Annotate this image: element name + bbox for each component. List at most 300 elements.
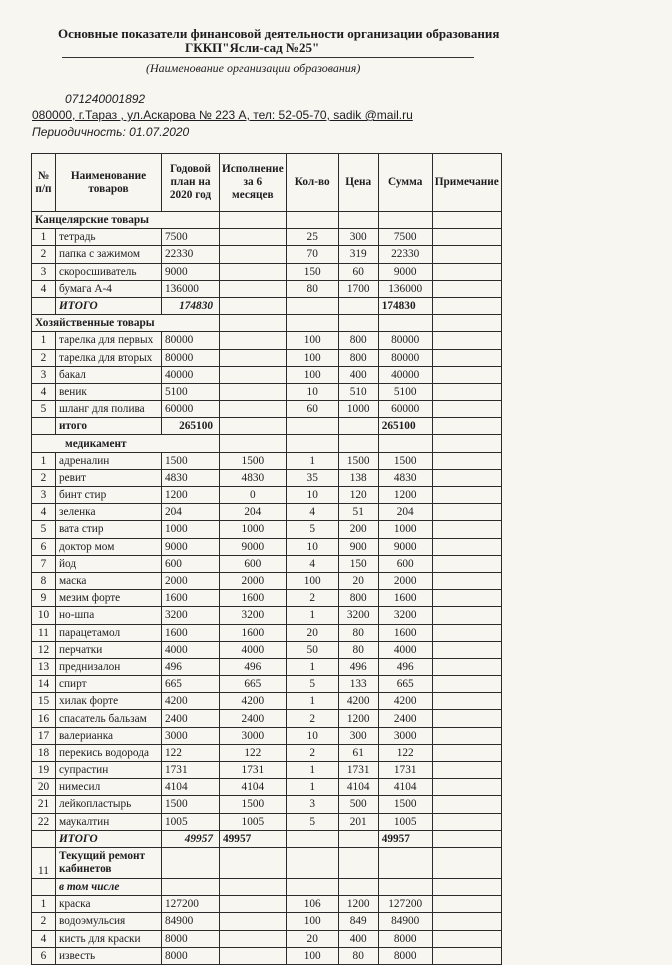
table-row <box>32 930 502 947</box>
item-plan: 3000 <box>162 727 220 744</box>
total-plan: 174830 <box>162 297 220 314</box>
row-number: 2 <box>32 246 56 263</box>
item-plan: 40000 <box>162 366 220 383</box>
organization-code: 071240001892 <box>65 92 146 106</box>
row-number: 2 <box>32 469 56 486</box>
item-price: 400 <box>338 930 378 947</box>
row-number: 12 <box>32 641 56 658</box>
subhead-row <box>32 878 502 895</box>
item-sum: 22330 <box>378 246 432 263</box>
empty-cell <box>220 847 287 878</box>
item-quantity: 80 <box>286 280 338 297</box>
item-plan: 2400 <box>162 710 220 727</box>
col-header-note: Примечание <box>432 154 501 212</box>
item-quantity: 35 <box>286 469 338 486</box>
item-price: 496 <box>338 658 378 675</box>
section-title: медикамент <box>32 435 220 452</box>
row-number: 2 <box>32 349 56 366</box>
item-quantity: 1 <box>286 658 338 675</box>
item-sum: 665 <box>378 676 432 693</box>
total-plan: 49957 <box>162 830 220 847</box>
empty-cell <box>338 315 378 332</box>
item-price: 300 <box>338 727 378 744</box>
item-plan: 1731 <box>162 762 220 779</box>
empty-cell <box>286 830 338 847</box>
item-plan: 4000 <box>162 641 220 658</box>
item-execution: 2000 <box>220 572 287 589</box>
empty-cell <box>286 878 338 895</box>
table-row <box>32 229 502 246</box>
item-quantity: 2 <box>286 710 338 727</box>
item-sum: 1005 <box>378 813 432 830</box>
item-note <box>432 727 501 744</box>
table-row <box>32 263 502 280</box>
item-price: 51 <box>338 504 378 521</box>
row-number: 16 <box>32 710 56 727</box>
table-row <box>32 504 502 521</box>
row-number: 1 <box>32 332 56 349</box>
empty-cell <box>432 315 501 332</box>
item-sum: 136000 <box>378 280 432 297</box>
row-number: 4 <box>32 504 56 521</box>
item-price: 400 <box>338 366 378 383</box>
underline-divider <box>62 57 474 58</box>
item-plan: 600 <box>162 555 220 572</box>
item-note <box>432 796 501 813</box>
item-execution: 122 <box>220 744 287 761</box>
empty-cell <box>32 418 56 435</box>
table-row <box>32 246 502 263</box>
item-name: но-шпа <box>56 607 162 624</box>
item-name: тарелка для первых <box>56 332 162 349</box>
item-note <box>432 813 501 830</box>
total-execution <box>220 418 287 435</box>
item-plan: 1000 <box>162 521 220 538</box>
empty-cell <box>432 830 501 847</box>
table-row <box>32 779 502 796</box>
item-note <box>432 366 501 383</box>
empty-cell <box>338 297 378 314</box>
item-execution <box>220 280 287 297</box>
item-quantity: 4 <box>286 555 338 572</box>
item-price: 800 <box>338 590 378 607</box>
empty-cell <box>378 847 432 878</box>
row-number: 8 <box>32 572 56 589</box>
item-plan: 665 <box>162 676 220 693</box>
item-name: парацетамол <box>56 624 162 641</box>
item-execution: 1000 <box>220 521 287 538</box>
empty-cell <box>286 847 338 878</box>
table-row <box>32 744 502 761</box>
item-note <box>432 401 501 418</box>
empty-cell <box>338 847 378 878</box>
table-row <box>32 332 502 349</box>
item-price: 800 <box>338 349 378 366</box>
item-sum: 1500 <box>378 796 432 813</box>
item-price: 1700 <box>338 280 378 297</box>
row-number: 22 <box>32 813 56 830</box>
item-name: спасатель бальзам <box>56 710 162 727</box>
item-quantity: 20 <box>286 624 338 641</box>
item-sum: 1600 <box>378 624 432 641</box>
total-execution <box>220 297 287 314</box>
item-execution <box>220 383 287 400</box>
subhead-label: в том числе <box>56 878 162 895</box>
item-price: 60 <box>338 263 378 280</box>
item-name: папка с зажимом <box>56 246 162 263</box>
item-quantity: 150 <box>286 263 338 280</box>
item-name: маукалтин <box>56 813 162 830</box>
item-note <box>432 555 501 572</box>
item-note <box>432 710 501 727</box>
row-number: 17 <box>32 727 56 744</box>
row-number: 4 <box>32 280 56 297</box>
item-sum: 4200 <box>378 693 432 710</box>
item-note <box>432 521 501 538</box>
item-note <box>432 263 501 280</box>
empty-cell <box>32 297 56 314</box>
item-plan: 4200 <box>162 693 220 710</box>
table-row <box>32 572 502 589</box>
table-row <box>32 401 502 418</box>
item-sum: 3200 <box>378 607 432 624</box>
item-plan: 80000 <box>162 332 220 349</box>
item-note <box>432 896 501 913</box>
item-note <box>432 607 501 624</box>
item-quantity: 1 <box>286 452 338 469</box>
empty-cell <box>378 212 432 229</box>
item-sum: 1731 <box>378 762 432 779</box>
item-name: ревит <box>56 469 162 486</box>
row-number: 14 <box>32 676 56 693</box>
item-price: 849 <box>338 913 378 930</box>
item-plan: 60000 <box>162 401 220 418</box>
row-number: 3 <box>32 366 56 383</box>
item-price: 80 <box>338 641 378 658</box>
item-quantity: 100 <box>286 349 338 366</box>
empty-cell <box>32 878 56 895</box>
empty-cell <box>378 878 432 895</box>
row-number: 3 <box>32 263 56 280</box>
document-title: Основные показатели финансовой деятельности организации образования <box>58 26 500 41</box>
total-sum: 265100 <box>378 418 432 435</box>
item-quantity: 1 <box>286 607 338 624</box>
row-number: 1 <box>32 452 56 469</box>
item-sum: 4830 <box>378 469 432 486</box>
item-execution: 4830 <box>220 469 287 486</box>
item-sum: 1000 <box>378 521 432 538</box>
item-price: 319 <box>338 246 378 263</box>
item-name: мезим форте <box>56 590 162 607</box>
item-note <box>432 349 501 366</box>
item-name: шланг для полива <box>56 401 162 418</box>
empty-cell <box>32 830 56 847</box>
total-label: ИТОГО <box>56 830 162 847</box>
total-label: ИТОГО <box>56 297 162 314</box>
item-note <box>432 469 501 486</box>
item-execution <box>220 366 287 383</box>
table-row <box>32 762 502 779</box>
table-row <box>32 452 502 469</box>
item-note <box>432 913 501 930</box>
row-number: 6 <box>32 947 56 964</box>
item-plan: 1500 <box>162 452 220 469</box>
item-sum: 40000 <box>378 366 432 383</box>
row-number: 13 <box>32 658 56 675</box>
table-row <box>32 383 502 400</box>
item-sum: 496 <box>378 658 432 675</box>
row-number: 7 <box>32 555 56 572</box>
table-body <box>32 212 502 965</box>
item-execution: 1731 <box>220 762 287 779</box>
row-number: 4 <box>32 383 56 400</box>
item-execution: 204 <box>220 504 287 521</box>
item-price: 133 <box>338 676 378 693</box>
row-number: 9 <box>32 590 56 607</box>
total-plan: 265100 <box>162 418 220 435</box>
item-plan: 80000 <box>162 349 220 366</box>
table-row <box>32 710 502 727</box>
item-execution: 3200 <box>220 607 287 624</box>
item-quantity: 100 <box>286 913 338 930</box>
item-note <box>432 762 501 779</box>
empty-cell <box>162 878 220 895</box>
item-quantity: 25 <box>286 229 338 246</box>
item-price: 4200 <box>338 693 378 710</box>
item-note <box>432 280 501 297</box>
item-plan: 127200 <box>162 896 220 913</box>
empty-cell <box>286 212 338 229</box>
item-note <box>432 658 501 675</box>
item-plan: 8000 <box>162 947 220 964</box>
empty-cell <box>286 315 338 332</box>
item-quantity: 10 <box>286 727 338 744</box>
table-row <box>32 538 502 555</box>
item-sum: 2400 <box>378 710 432 727</box>
organization-name: ГККП"Ясли-сад №25" <box>185 40 320 55</box>
item-name: тетрадь <box>56 229 162 246</box>
total-execution: 49957 <box>220 830 287 847</box>
item-note <box>432 572 501 589</box>
row-number: 18 <box>32 744 56 761</box>
empty-cell <box>432 878 501 895</box>
item-quantity: 5 <box>286 521 338 538</box>
item-price: 120 <box>338 487 378 504</box>
empty-cell <box>220 878 287 895</box>
row-number: 11 <box>32 624 56 641</box>
empty-cell <box>378 435 432 452</box>
item-plan: 1500 <box>162 796 220 813</box>
empty-cell <box>338 418 378 435</box>
item-name: бумага А-4 <box>56 280 162 297</box>
table-row <box>32 521 502 538</box>
item-quantity: 106 <box>286 896 338 913</box>
item-note <box>432 229 501 246</box>
item-note <box>432 693 501 710</box>
item-note <box>432 744 501 761</box>
total-row <box>32 830 502 847</box>
table-row <box>32 366 502 383</box>
item-execution: 4000 <box>220 641 287 658</box>
item-sum: 80000 <box>378 349 432 366</box>
row-number: 19 <box>32 762 56 779</box>
item-name: веник <box>56 383 162 400</box>
item-execution <box>220 913 287 930</box>
item-price: 201 <box>338 813 378 830</box>
table-row <box>32 676 502 693</box>
organization-caption: (Наименование организации образования) <box>146 61 361 75</box>
empty-cell <box>378 315 432 332</box>
item-sum: 5100 <box>378 383 432 400</box>
item-price: 1000 <box>338 401 378 418</box>
item-execution: 1005 <box>220 813 287 830</box>
item-plan: 8000 <box>162 930 220 947</box>
item-quantity: 100 <box>286 332 338 349</box>
item-execution: 1600 <box>220 624 287 641</box>
item-plan: 9000 <box>162 538 220 555</box>
item-name: известь <box>56 947 162 964</box>
table-row <box>32 896 502 913</box>
empty-cell <box>338 878 378 895</box>
item-name: тарелка для вторых <box>56 349 162 366</box>
col-header-execution: Исполнение за 6 месяцев <box>220 154 287 212</box>
item-price: 80 <box>338 624 378 641</box>
item-quantity: 1 <box>286 762 338 779</box>
item-plan: 204 <box>162 504 220 521</box>
section-row <box>32 315 502 332</box>
col-header-quantity: Кол-во <box>286 154 338 212</box>
item-price: 3200 <box>338 607 378 624</box>
col-header-sum: Сумма <box>378 154 432 212</box>
item-quantity: 100 <box>286 366 338 383</box>
item-plan: 1600 <box>162 624 220 641</box>
item-quantity: 5 <box>286 676 338 693</box>
item-price: 1731 <box>338 762 378 779</box>
item-name: доктор мом <box>56 538 162 555</box>
item-note <box>432 930 501 947</box>
item-sum: 122 <box>378 744 432 761</box>
item-plan: 496 <box>162 658 220 675</box>
item-execution: 496 <box>220 658 287 675</box>
item-note <box>432 332 501 349</box>
item-quantity: 60 <box>286 401 338 418</box>
item-plan: 5100 <box>162 383 220 400</box>
item-sum: 4000 <box>378 641 432 658</box>
item-sum: 80000 <box>378 332 432 349</box>
item-quantity: 10 <box>286 538 338 555</box>
table-row <box>32 349 502 366</box>
col-header-plan: Годовой план на 2020 год <box>162 154 220 212</box>
item-execution: 0 <box>220 487 287 504</box>
item-plan: 1005 <box>162 813 220 830</box>
item-sum: 600 <box>378 555 432 572</box>
row-number: 2 <box>32 913 56 930</box>
empty-cell <box>432 297 501 314</box>
item-quantity: 4 <box>286 504 338 521</box>
item-plan: 84900 <box>162 913 220 930</box>
item-price: 1200 <box>338 896 378 913</box>
item-note <box>432 504 501 521</box>
item-execution <box>220 401 287 418</box>
item-note <box>432 452 501 469</box>
item-execution: 2400 <box>220 710 287 727</box>
item-plan: 7500 <box>162 229 220 246</box>
row-number: 1 <box>32 229 56 246</box>
item-quantity: 2 <box>286 590 338 607</box>
item-name: адреналин <box>56 452 162 469</box>
item-price: 800 <box>338 332 378 349</box>
item-execution: 9000 <box>220 538 287 555</box>
table-row <box>32 280 502 297</box>
group-row <box>32 847 502 878</box>
item-quantity: 100 <box>286 572 338 589</box>
item-price: 138 <box>338 469 378 486</box>
item-quantity: 1 <box>286 779 338 796</box>
item-execution <box>220 263 287 280</box>
empty-cell <box>286 418 338 435</box>
empty-cell <box>338 212 378 229</box>
col-header-number: № п/п <box>32 154 56 212</box>
item-name: зеленка <box>56 504 162 521</box>
item-execution: 3000 <box>220 727 287 744</box>
row-number: 5 <box>32 521 56 538</box>
item-note <box>432 624 501 641</box>
row-number: 10 <box>32 607 56 624</box>
item-note <box>432 487 501 504</box>
periodicity: Периодичность: 01.07.2020 <box>32 125 190 139</box>
item-note <box>432 779 501 796</box>
row-number: 15 <box>32 693 56 710</box>
table-row <box>32 693 502 710</box>
item-plan: 2000 <box>162 572 220 589</box>
organization-address: 080000, г.Тараз , ул.Аскарова № 223 А, тел: 52-05-70, sadik @mail.ru <box>32 108 413 122</box>
table-row <box>32 624 502 641</box>
item-execution: 1500 <box>220 452 287 469</box>
item-sum: 8000 <box>378 930 432 947</box>
empty-cell <box>220 315 287 332</box>
item-price: 4104 <box>338 779 378 796</box>
item-quantity: 1 <box>286 693 338 710</box>
item-sum: 7500 <box>378 229 432 246</box>
table-row <box>32 555 502 572</box>
item-price: 200 <box>338 521 378 538</box>
item-name: перекись водорода <box>56 744 162 761</box>
item-name: преднизалон <box>56 658 162 675</box>
item-plan: 122 <box>162 744 220 761</box>
item-sum: 204 <box>378 504 432 521</box>
total-label: итого <box>56 418 162 435</box>
empty-cell <box>432 418 501 435</box>
item-price: 900 <box>338 538 378 555</box>
empty-cell <box>286 435 338 452</box>
item-execution: 4200 <box>220 693 287 710</box>
row-number: 11 <box>32 847 56 878</box>
item-execution <box>220 246 287 263</box>
item-plan: 136000 <box>162 280 220 297</box>
item-name: водоэмульсия <box>56 913 162 930</box>
item-name: спирт <box>56 676 162 693</box>
table-row <box>32 658 502 675</box>
item-sum: 84900 <box>378 913 432 930</box>
item-name: маска <box>56 572 162 589</box>
item-name: бакал <box>56 366 162 383</box>
row-number: 20 <box>32 779 56 796</box>
row-number: 5 <box>32 401 56 418</box>
table-row <box>32 590 502 607</box>
item-execution <box>220 930 287 947</box>
item-sum: 3000 <box>378 727 432 744</box>
item-price: 1500 <box>338 452 378 469</box>
